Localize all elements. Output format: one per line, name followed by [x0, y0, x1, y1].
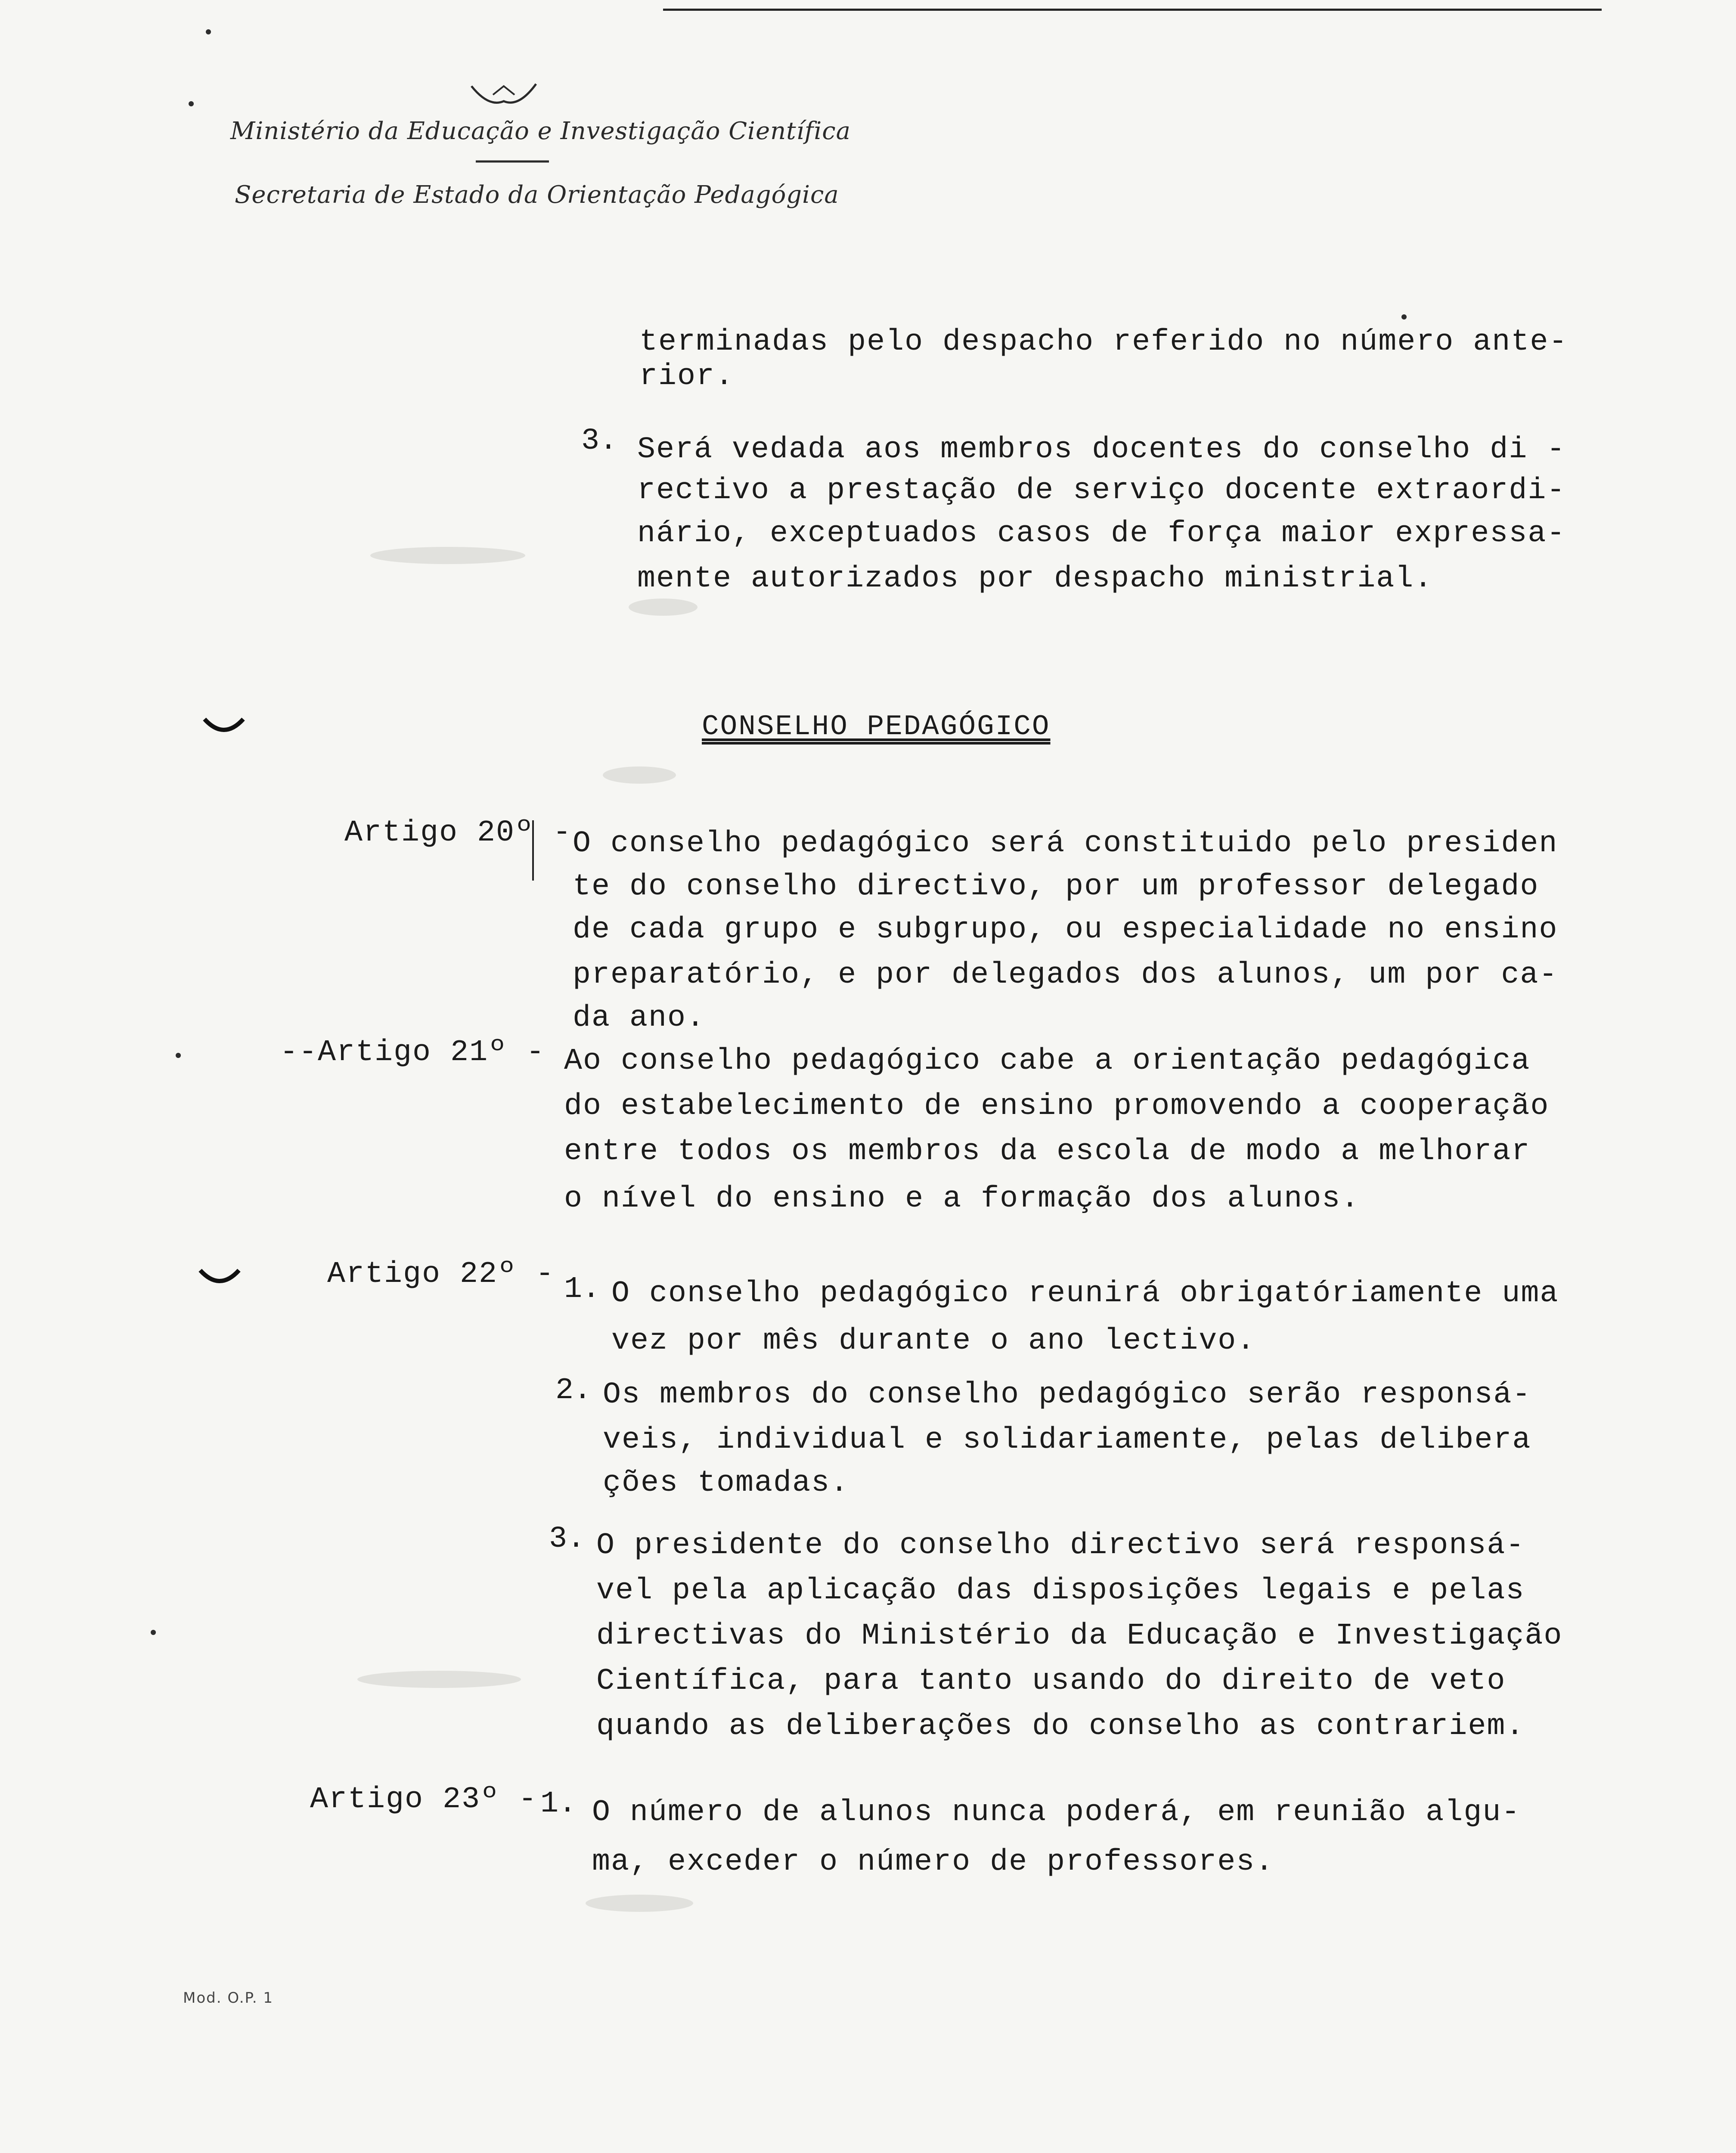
scan-smudge	[357, 1671, 521, 1688]
article-line: O presidente do conselho directivo será responsá-	[596, 1529, 1525, 1563]
article-line: quando as deliberações do conselho as contrariem.	[596, 1709, 1525, 1743]
header-underline	[476, 157, 549, 166]
article-line: de cada grupo e subgrupo, ou especialidade no ensino	[573, 913, 1558, 947]
crest-icon	[467, 78, 540, 112]
scan-smudge	[586, 1895, 693, 1912]
article-line: O conselho pedagógico reunirá obrigatóriamente uma	[611, 1277, 1559, 1311]
section-title: CONSELHO PEDAGÓGICO	[702, 710, 1051, 743]
article-label: Artigo 20º -	[344, 816, 572, 850]
article-line: veis, individual e solidariamente, pelas delibera	[603, 1423, 1531, 1457]
article-label: Artigo 22º -	[327, 1257, 555, 1291]
item-line: nário, exceptuados casos de força maior expressa-	[637, 517, 1566, 551]
item-number: 3.	[581, 424, 618, 458]
intro-line: terminadas pelo despacho referido no número ante-	[639, 325, 1568, 359]
scan-dot	[189, 101, 194, 106]
binder-mark	[198, 1266, 241, 1292]
scan-dot	[176, 1053, 181, 1058]
item-line: mente autorizados por despacho ministrial.	[637, 562, 1433, 596]
article-line: entre todos os membros da escola de modo a melhorar	[564, 1135, 1531, 1169]
article-line: O conselho pedagógico será constituido pelo presiden	[573, 827, 1558, 861]
article-line: do estabelecimento de ensino promovendo a cooperação	[564, 1089, 1550, 1123]
article-label: Artigo 23º -	[310, 1783, 538, 1817]
article-line: vez por mês durante o ano lectivo.	[611, 1324, 1256, 1358]
article-line: directivas do Ministério da Educação e Investigação	[596, 1619, 1563, 1653]
binder-mark	[202, 715, 245, 741]
article-line: o nível do ensino e a formação dos alunos.	[564, 1182, 1360, 1216]
top-rule	[663, 9, 1602, 11]
item-line: rectivo a prestação de serviço docente extraordi-	[637, 474, 1566, 508]
form-code: Mod. O.P. 1	[183, 1989, 273, 2007]
article-line: Ao conselho pedagógico cabe a orientação pedagógica	[564, 1044, 1531, 1078]
article-line: Científica, para tanto usando do direito de veto	[596, 1664, 1506, 1698]
item-number: 1.	[564, 1272, 601, 1306]
scan-dot	[206, 29, 211, 34]
ministry-heading: Ministério da Educação e Investigação Científica	[230, 117, 851, 145]
item-number: 3.	[549, 1522, 586, 1556]
intro-line: rior.	[639, 360, 735, 394]
article-line: ções tomadas.	[603, 1466, 849, 1500]
scan-smudge	[603, 766, 676, 784]
item-number: 2.	[555, 1374, 592, 1408]
scan-dot	[1401, 314, 1407, 320]
article-line: ma, exceder o número de professores.	[592, 1845, 1274, 1879]
article-label: --Artigo 21º -	[280, 1036, 546, 1070]
scan-smudge	[370, 547, 525, 564]
article-line: Os membros do conselho pedagógico serão responsá-	[603, 1378, 1531, 1412]
item-line: Será vedada aos membros docentes do conselho di -	[637, 433, 1566, 467]
article-line: te do conselho directivo, por um professor delegado	[573, 870, 1539, 904]
item-number: 1.	[540, 1787, 577, 1821]
secretariat-heading: Secretaria de Estado da Orientação Pedagógica	[235, 181, 839, 209]
scan-dot	[151, 1630, 156, 1635]
article-line: O número de alunos nunca poderá, em reunião algu-	[592, 1796, 1521, 1830]
article-line: da ano.	[573, 1001, 706, 1035]
scan-smudge	[629, 599, 698, 616]
article-line: preparatório, e por delegados dos alunos, um por ca-	[573, 958, 1558, 992]
article-bracket	[529, 820, 537, 881]
article-line: vel pela aplicação das disposições legais e pelas	[596, 1574, 1525, 1608]
